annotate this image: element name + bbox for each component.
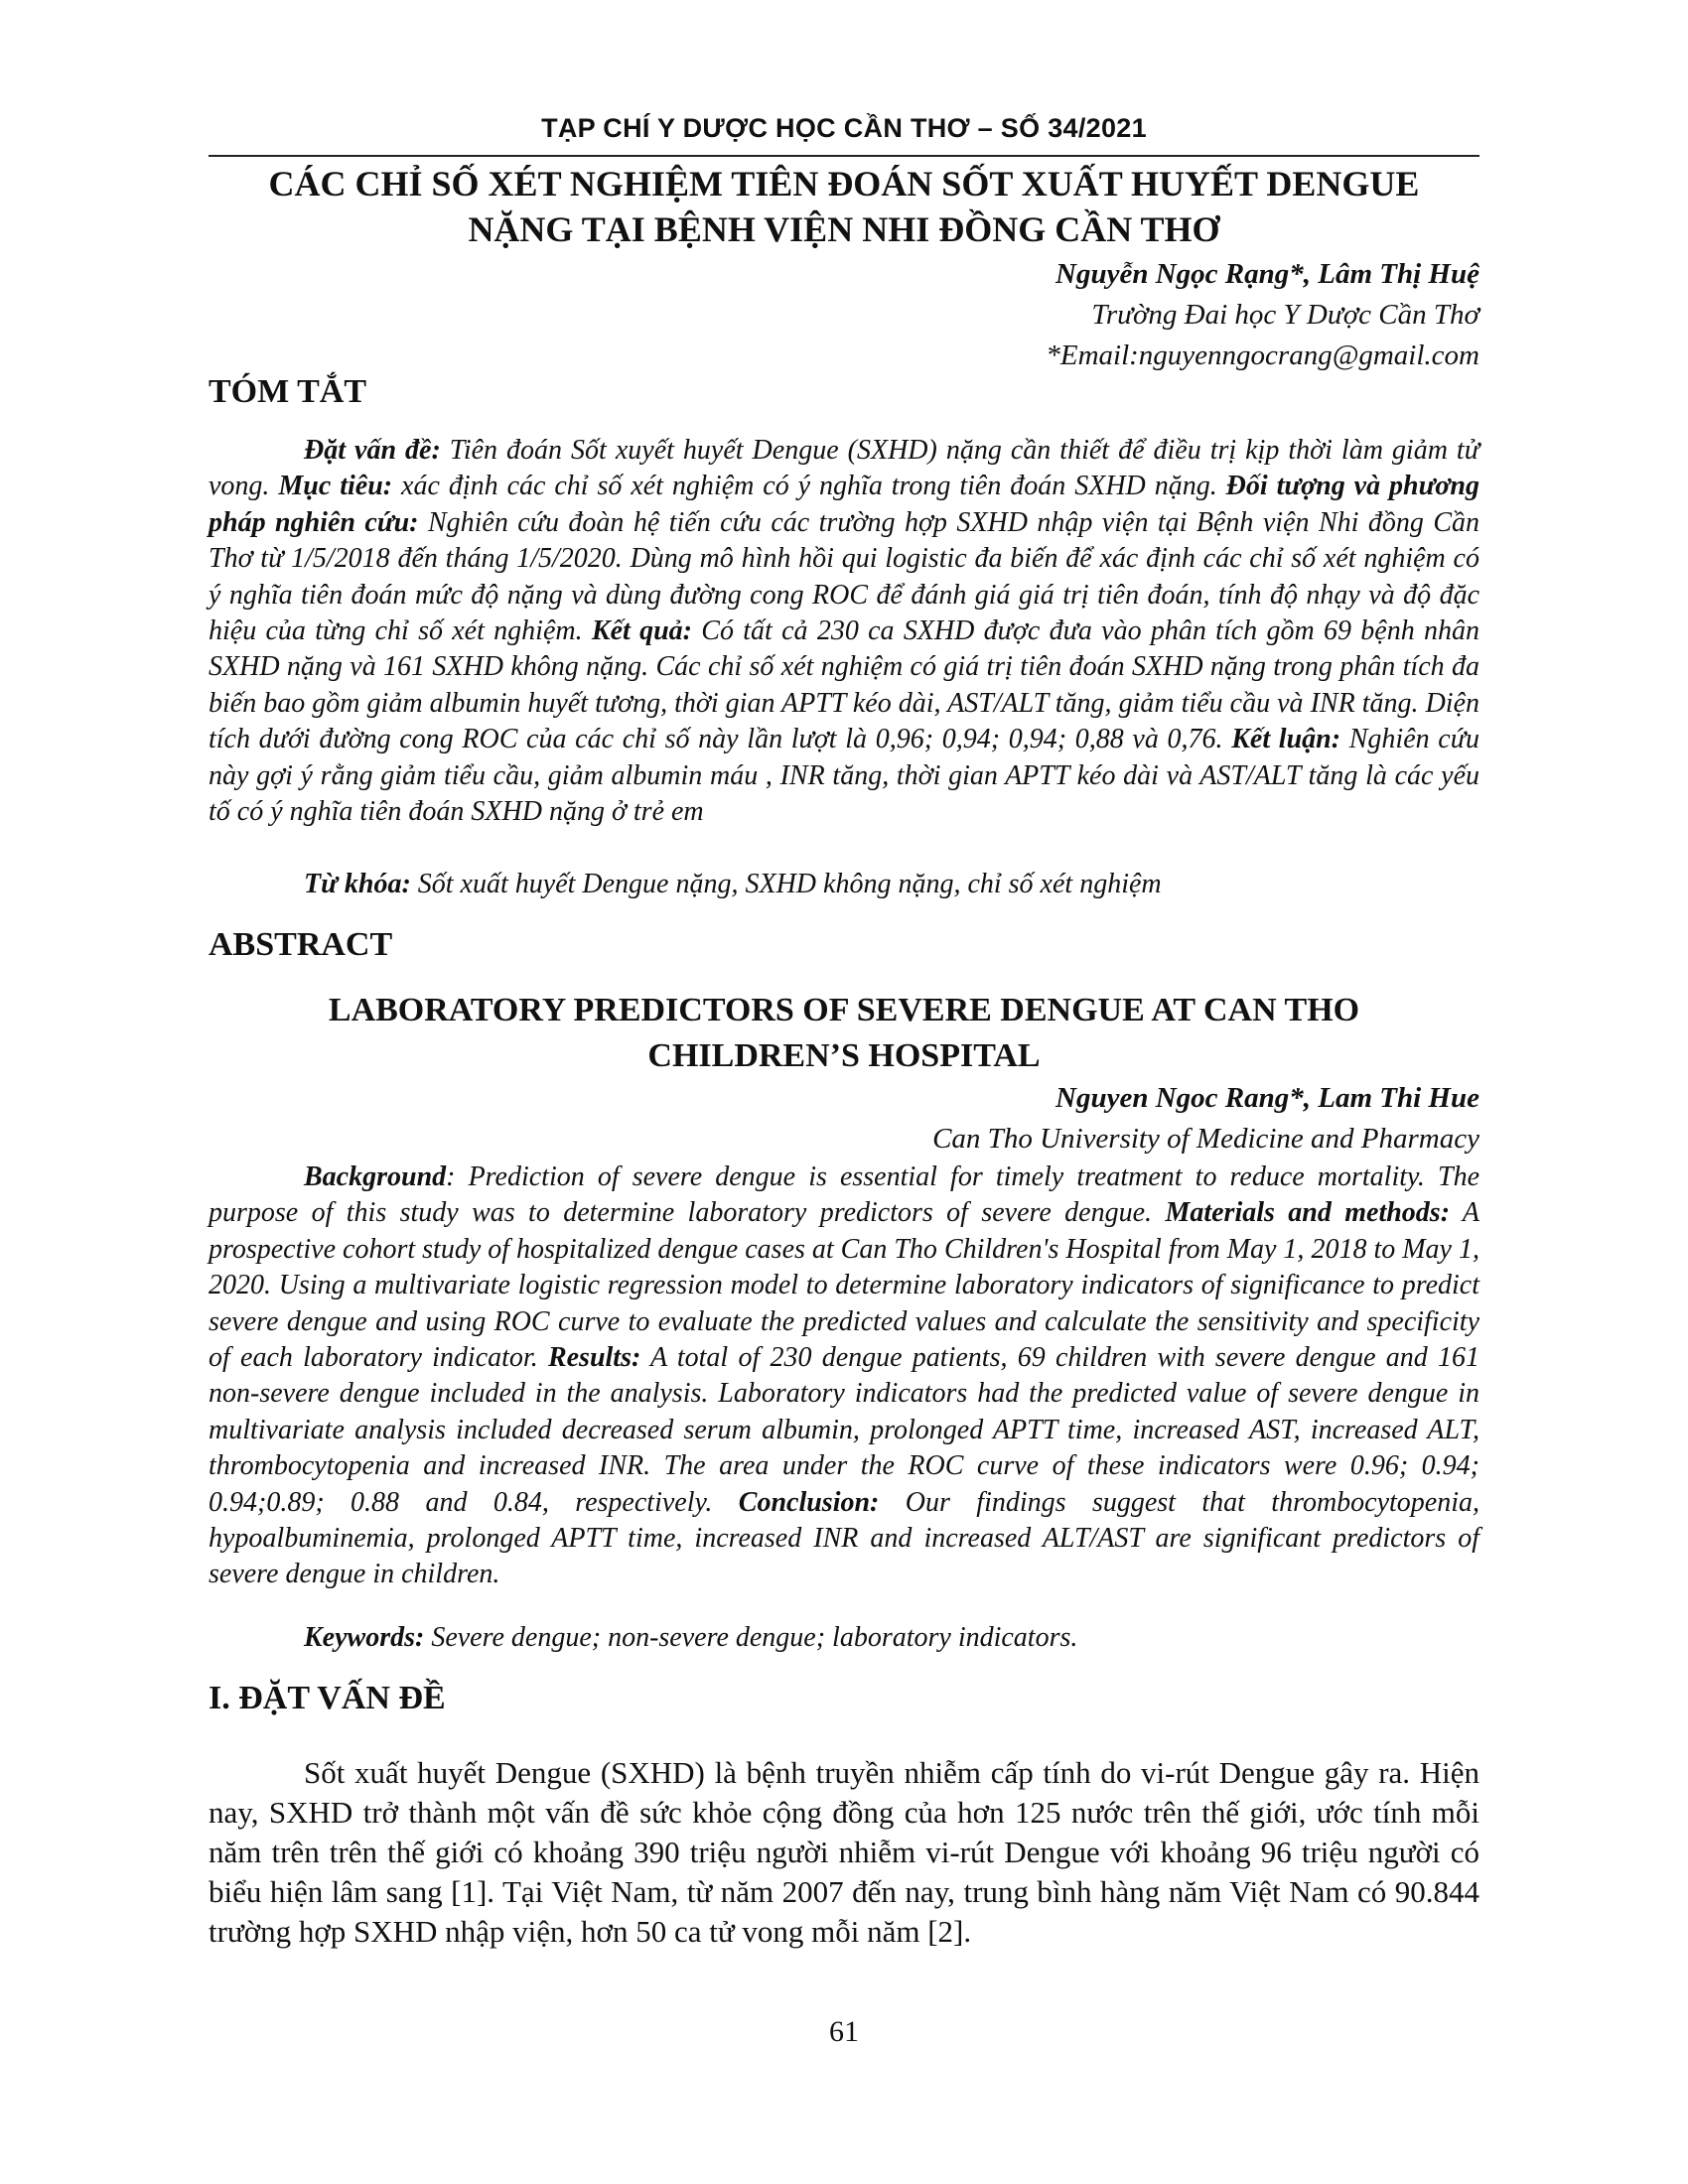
en-authors: Nguyen Ngoc Rang*, Lam Thi Hue — [1055, 1082, 1479, 1114]
en-label-methods: Materials and methods: — [1165, 1197, 1451, 1229]
en-author-block — [932, 1078, 1479, 1160]
vn-label-objective: Mục tiêu: — [278, 471, 393, 502]
vn-text-keywords: Sốt xuất huyết Dengue nặng, SXHD không nặng, chỉ số xét nghiệm — [410, 869, 1162, 899]
en-abstract-heading: ABSTRACT — [209, 926, 393, 963]
vn-text-objective: xác định các chỉ số xét nghiệm có ý nghĩa trong tiên đoán SXHD nặng. — [392, 471, 1226, 502]
en-abstract-body — [209, 1160, 1479, 1593]
vn-title-line-1: CÁC CHỈ SỐ XÉT NGHIỆM TIÊN ĐOÁN SỐT XUẤT HUYẾT DENGUE — [268, 164, 1420, 204]
en-label-keywords: Keywords: — [304, 1622, 425, 1653]
vn-label-methods: Đối tượng và phương pháp nghiên cứu: — [209, 471, 1479, 538]
vn-author-block — [1046, 254, 1479, 376]
en-text-results: A total of 230 dengue patients, 69 children with severe dengue and 161 non-severe dengue included in the analysis. Laboratory indicators had the predicted value of severe dengue in multivariate analysis included decreased serum albumin, prolonged APTT time, increased AST, increased ALT, thrombocytopenia and increased INR. The area under the ROC curve of these indicators were 0.96; 0.94; 0.94;0.89; 0.88 and 0.84, respectively. — [209, 1342, 1479, 1518]
en-label-conclusion: Conclusion: — [738, 1486, 880, 1518]
en-label-results: Results: — [547, 1342, 641, 1374]
vn-label-conclusion: Kết luận: — [1231, 724, 1341, 755]
vn-summary-body — [209, 433, 1479, 830]
en-text-keywords: Severe dengue; non-severe dengue; laboratory indicators. — [424, 1622, 1078, 1653]
vn-authors: Nguyễn Ngọc Rạng*, Lâm Thị Huệ — [1055, 258, 1479, 290]
vn-label-background: Đặt vấn đề: — [304, 435, 441, 466]
en-title-line-2: CHILDREN’S HOSPITAL — [647, 1037, 1041, 1074]
vn-text-conclusion: Nghiên cứu này gợi ý rằng giảm tiểu cầu, giảm albumin máu , INR tăng, thời gian APTT kéo dài và AST/ALT tăng là các yếu tố có ý nghĩa tiên đoán SXHD nặng ở trẻ em — [209, 724, 1480, 828]
vn-text-background: Tiên đoán Sốt xuyết huyết Dengue (SXHD) nặng cần thiết để điều trị kịp thời làm giảm tử vong. — [209, 435, 1479, 502]
vn-text-methods: Nghiên cứu đoàn hệ tiến cứu các trường hợp SXHD nhập viện tại Bệnh viện Nhi đồng Cần Thơ từ 1/5/2018 đến tháng 1/5/2020. Dùng mô hình hồi qui logistic đa biến để xác định các chỉ số xét nghiệm có ý nghĩa tiên đoán mức độ nặng và dùng đường cong ROC để đánh giá giá trị tiên đoán, tính độ nhạy và độ đặc hiệu của từng chỉ số xét nghiệm. — [209, 506, 1479, 647]
vn-article-title — [209, 161, 1479, 252]
en-article-title — [209, 988, 1479, 1079]
intro-paragraph: Sốt xuất huyết Dengue (SXHD) là bệnh truyền nhiễm cấp tính do vi-rút Dengue gây ra. Hiện nay, SXHD trở thành một vấn đề sức khỏe cộng đồng của hơn 125 nước trên thế giới, ước tính mỗi năm trên trên thế giới có khoảng 390 triệu người nhiễm vi-rút Dengue với khoảng 96 triệu người có biểu hiện lâm sang [1]. Tại Việt Nam, từ năm 2007 đến nay, trung bình hàng năm Việt Nam có 90.844 trường hợp SXHD nhập viện, hơn 50 ca tử vong mỗi năm [2]. — [209, 1755, 1479, 1949]
intro-heading: I. ĐẶT VẤN ĐỀ — [209, 1680, 446, 1716]
en-title-line-1: LABORATORY PREDICTORS OF SEVERE DENGUE AT CAN THO — [328, 992, 1360, 1028]
en-keywords — [209, 1620, 1479, 1656]
page-number: 61 — [829, 2015, 859, 2048]
vn-keywords — [209, 867, 1479, 902]
en-text-background: : Prediction of severe dengue is essential for timely treatment to reduce mortality. The purpose of this study was to determine laboratory predictors of severe dengue. — [209, 1161, 1479, 1229]
en-affiliation: Can Tho University of Medicine and Pharmacy — [932, 1123, 1479, 1155]
vn-summary-heading: TÓM TẮT — [209, 373, 367, 410]
header-rule — [209, 155, 1479, 157]
vn-title-line-2: NẶNG TẠI BỆNH VIỆN NHI ĐỒNG CẦN THƠ — [468, 209, 1220, 249]
journal-header: TẠP CHÍ Y DƯỢC HỌC CẦN THƠ – SỐ 34/2021 — [541, 113, 1147, 143]
vn-email: *Email:nguyenngocrang@gmail.com — [1046, 340, 1479, 371]
en-text-conclusion: Our findings suggest that thrombocytopenia, hypoalbuminemia, prolonged APTT time, increased INR and increased ALT/AST are significant predictors of severe dengue in children. — [209, 1486, 1480, 1590]
vn-label-results: Kết quả: — [591, 615, 692, 647]
vn-label-keywords: Từ khóa: — [304, 869, 411, 899]
en-label-background: Background — [304, 1161, 447, 1192]
vn-affiliation: Trường Đai học Y Dược Cần Thơ — [1091, 299, 1479, 331]
en-text-methods: A prospective cohort study of hospitalized dengue cases at Can Tho Children's Hospital from May 1, 2018 to May 1, 2020. Using a multivariate logistic regression model to determine laboratory indicators of significance to predict severe dengue and using ROC curve to evaluate the predicted values and calculate the sensitivity and specificity of each laboratory indicator. — [209, 1197, 1479, 1374]
vn-text-results: Có tất cả 230 ca SXHD được đưa vào phân tích gồm 69 bệnh nhân SXHD nặng và 161 SXHD không nặng. Các chỉ số xét nghiệm có giá trị tiên đoán SXHD nặng trong phân tích đa biến bao gồm giảm albumin huyết tương, thời gian APTT kéo dài, AST/ALT tăng, giảm tiểu cầu và INR tăng. Diện tích dưới đường cong ROC của các chỉ số này lần lượt là 0,96; 0,94; 0,94; 0,88 và 0,76. — [209, 615, 1479, 755]
